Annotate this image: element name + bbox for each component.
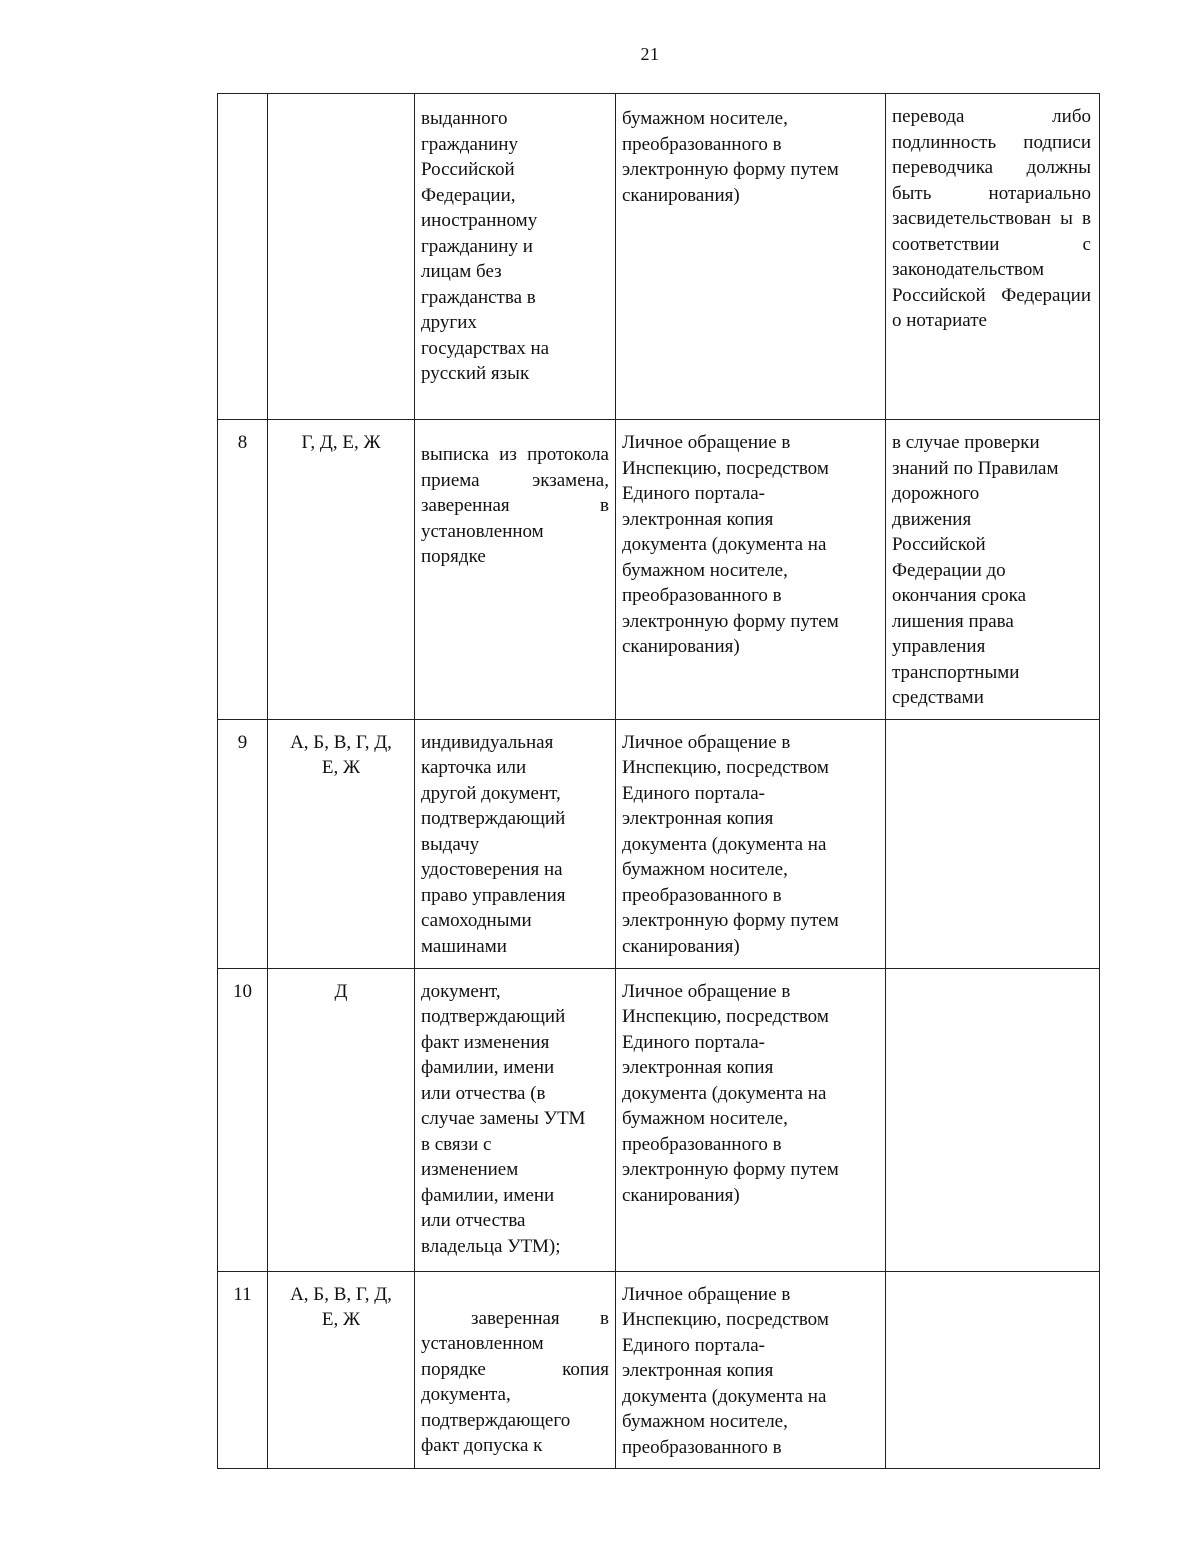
row-number-cell: 8 (218, 420, 268, 720)
note-cell (886, 1271, 1100, 1469)
method-cell: Личное обращение в Инспекцию, посредством Единого портала- электронная копия документа (документа на бумажном носителе, преобразованного в (616, 1271, 886, 1469)
category-cell: Г, Д, Е, Ж (268, 420, 415, 720)
category-cell: А, Б, В, Г, Д, Е, Ж (268, 1271, 415, 1469)
requirements-table (217, 93, 1100, 1469)
document-cell: выписка из протокола приема экзамена, заверенная в установленном порядке (415, 420, 616, 720)
note-cell: перевода либо подлинность подписи переводчика должны быть нотариально засвидетельствован ы в соответствии с законодательством Российской Федерации о нотариате (886, 94, 1100, 420)
method-cell: Личное обращение в Инспекцию, посредством Единого портала- электронная копия документа (документа на бумажном носителе, преобразованного в электронную форму путем сканирования) (616, 719, 886, 968)
table-row (218, 1271, 1100, 1469)
row-number-cell: 10 (218, 968, 268, 1271)
row-number-cell: 9 (218, 719, 268, 968)
note-cell (886, 719, 1100, 968)
category-cell (268, 94, 415, 420)
table-row (218, 420, 1100, 720)
row-number-cell: 11 (218, 1271, 268, 1469)
row-number-cell (218, 94, 268, 420)
table-row (218, 94, 1100, 420)
method-cell: Личное обращение в Инспекцию, посредством Единого портала- электронная копия документа (документа на бумажном носителе, преобразованного в электронную форму путем сканирования) (616, 420, 886, 720)
document-cell: документ, подтверждающий факт изменения фамилии, имени или отчества (в случае замены УТМ в связи с изменением фамилии, имени или отчества владельца УТМ); (415, 968, 616, 1271)
method-cell: Личное обращение в Инспекцию, посредством Единого портала- электронная копия документа (документа на бумажном носителе, преобразованного в электронную форму путем сканирования) (616, 968, 886, 1271)
note-cell (886, 968, 1100, 1271)
document-cell: индивидуальная карточка или другой документ, подтверждающий выдачу удостоверения на право управления самоходными машинами (415, 719, 616, 968)
note-cell: в случае проверки знаний по Правилам дорожного движения Российской Федерации до окончания срока лишения права управления транспортными средствами (886, 420, 1100, 720)
table-row (218, 719, 1100, 968)
category-cell: А, Б, В, Г, Д, Е, Ж (268, 719, 415, 968)
document-cell: выданного гражданину Российской Федерации, иностранному гражданину и лицам без гражданства в других государствах на русский язык (415, 94, 616, 420)
method-cell: бумажном носителе, преобразованного в электронную форму путем сканирования) (616, 94, 886, 420)
document-cell: заверенная в установленном порядке копия документа, подтверждающего факт допуска к (415, 1271, 616, 1469)
page-number: 21 (640, 44, 660, 64)
category-cell: Д (268, 968, 415, 1271)
table-row (218, 968, 1100, 1271)
